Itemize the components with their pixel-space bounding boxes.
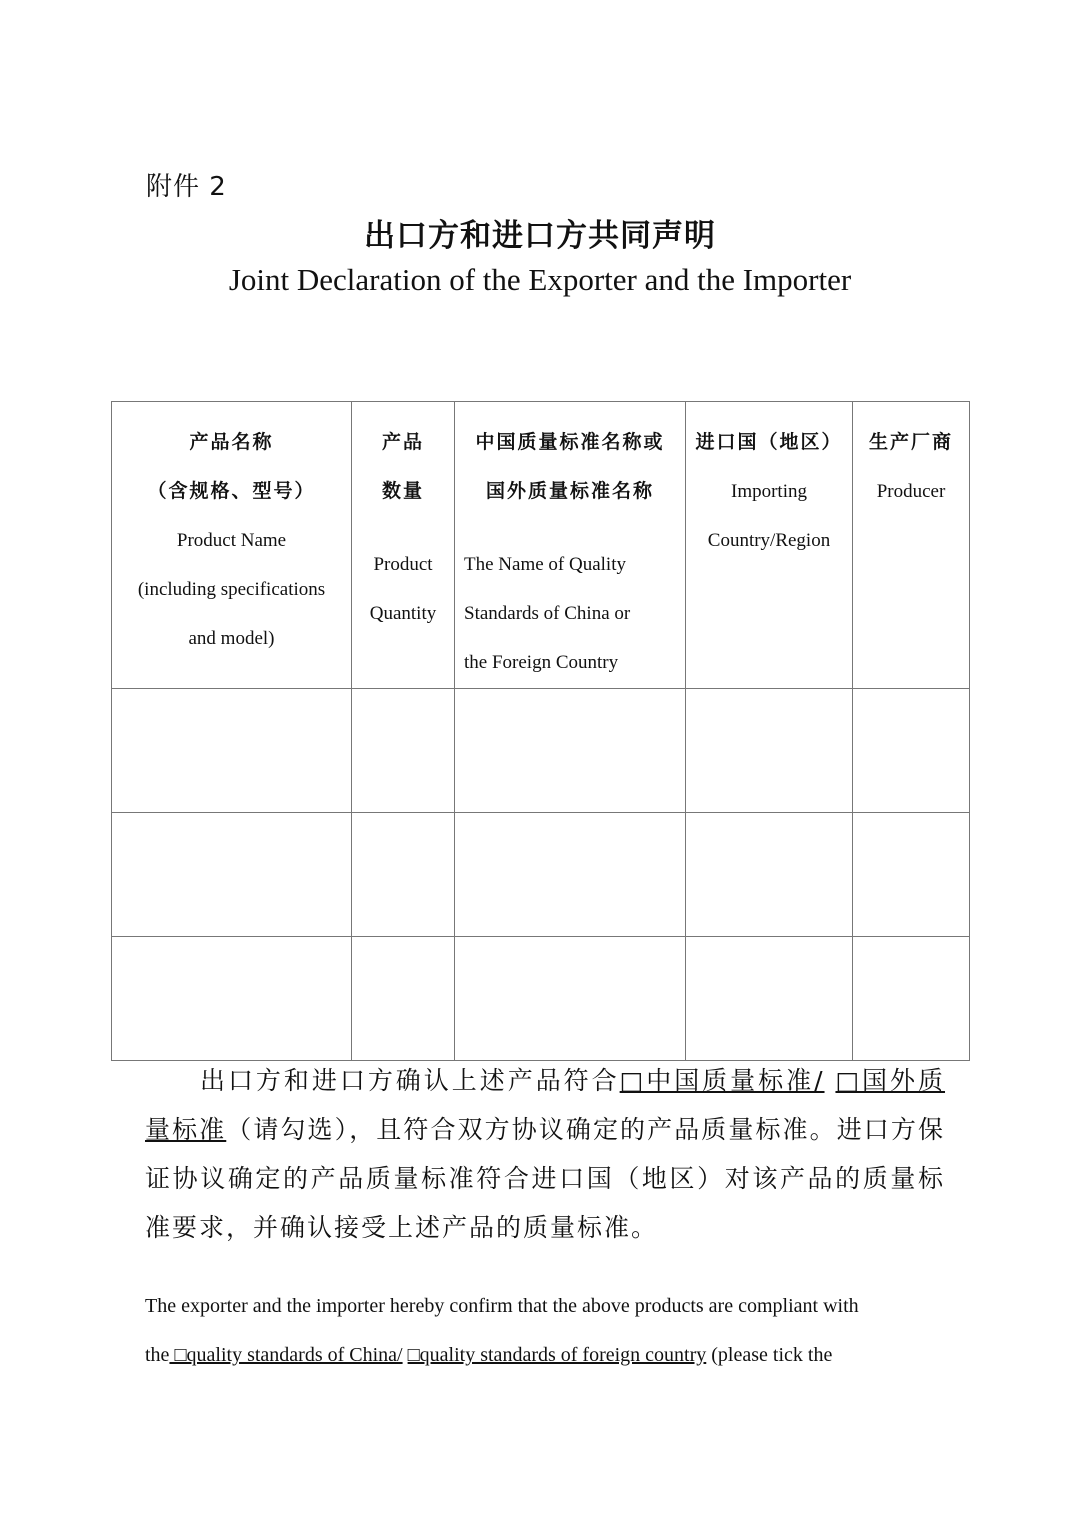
declaration-text-part2: （请勾选），且符合双方协议确定的产品质量标准。进口方保证协议确定的产品质量标准符合进口国（地区）对该产品的质量标准要求，并确认接受上述产品的质量标准。	[145, 1115, 945, 1242]
table-cell[interactable]	[112, 813, 352, 937]
table-cell[interactable]	[455, 689, 686, 813]
header-quality-standards: 中国质量标准名称或 国外质量标准名称 The Name of Quality Standards of China or the Foreign Country	[455, 402, 686, 689]
table-cell[interactable]	[352, 813, 455, 937]
table-cell[interactable]	[455, 937, 686, 1061]
china-standard-option[interactable]: □中国质量标准/	[619, 1066, 825, 1095]
declaration-paragraph-chinese	[145, 1056, 945, 1252]
header-producer: 生产厂商 Producer	[853, 402, 970, 689]
table-cell[interactable]	[455, 813, 686, 937]
table-cell[interactable]	[352, 937, 455, 1061]
header-importing-country: 进口国（地区） Importing Country/Region	[686, 402, 853, 689]
table-cell[interactable]	[686, 813, 853, 937]
declaration-en-line1: The exporter and the importer hereby confirm that the above products are compliant with	[145, 1295, 859, 1317]
document-title-english: Joint Declaration of the Exporter and the Importer	[228, 262, 852, 297]
table-row	[112, 813, 970, 937]
table-cell[interactable]	[853, 689, 970, 813]
attachment-label: 附件 2	[146, 172, 227, 202]
foreign-standard-option-en[interactable]: □quality standards of foreign country	[407, 1344, 707, 1366]
foreign-standard-option[interactable]: □国外质量标准	[145, 1066, 946, 1144]
table-cell[interactable]	[686, 689, 853, 813]
document-title-chinese: 出口方和进口方共同声明	[364, 218, 716, 254]
table-cell[interactable]	[112, 937, 352, 1061]
header-product-quantity: 产品 数量 Product Quantity	[352, 402, 455, 689]
table-row	[112, 937, 970, 1061]
header-product-name: 产品名称 （含规格、型号） Product Name (including specifications and model)	[112, 402, 352, 689]
declaration-text-part1: 出口方和进口方确认上述产品符合	[199, 1066, 620, 1095]
table-cell[interactable]	[686, 937, 853, 1061]
table-cell[interactable]	[352, 689, 455, 813]
china-standard-option-en[interactable]: □quality standards of China/	[169, 1344, 403, 1366]
table-cell[interactable]	[853, 937, 970, 1061]
table-row	[112, 689, 970, 813]
declaration-paragraph-english	[145, 1282, 935, 1380]
table-cell[interactable]	[112, 689, 352, 813]
declaration-table	[111, 401, 970, 1061]
table-header-row	[112, 402, 970, 689]
declaration-en-line2: the □quality standards of China/ □quality standards of foreign country (please tick the	[145, 1344, 833, 1366]
table-cell[interactable]	[853, 813, 970, 937]
